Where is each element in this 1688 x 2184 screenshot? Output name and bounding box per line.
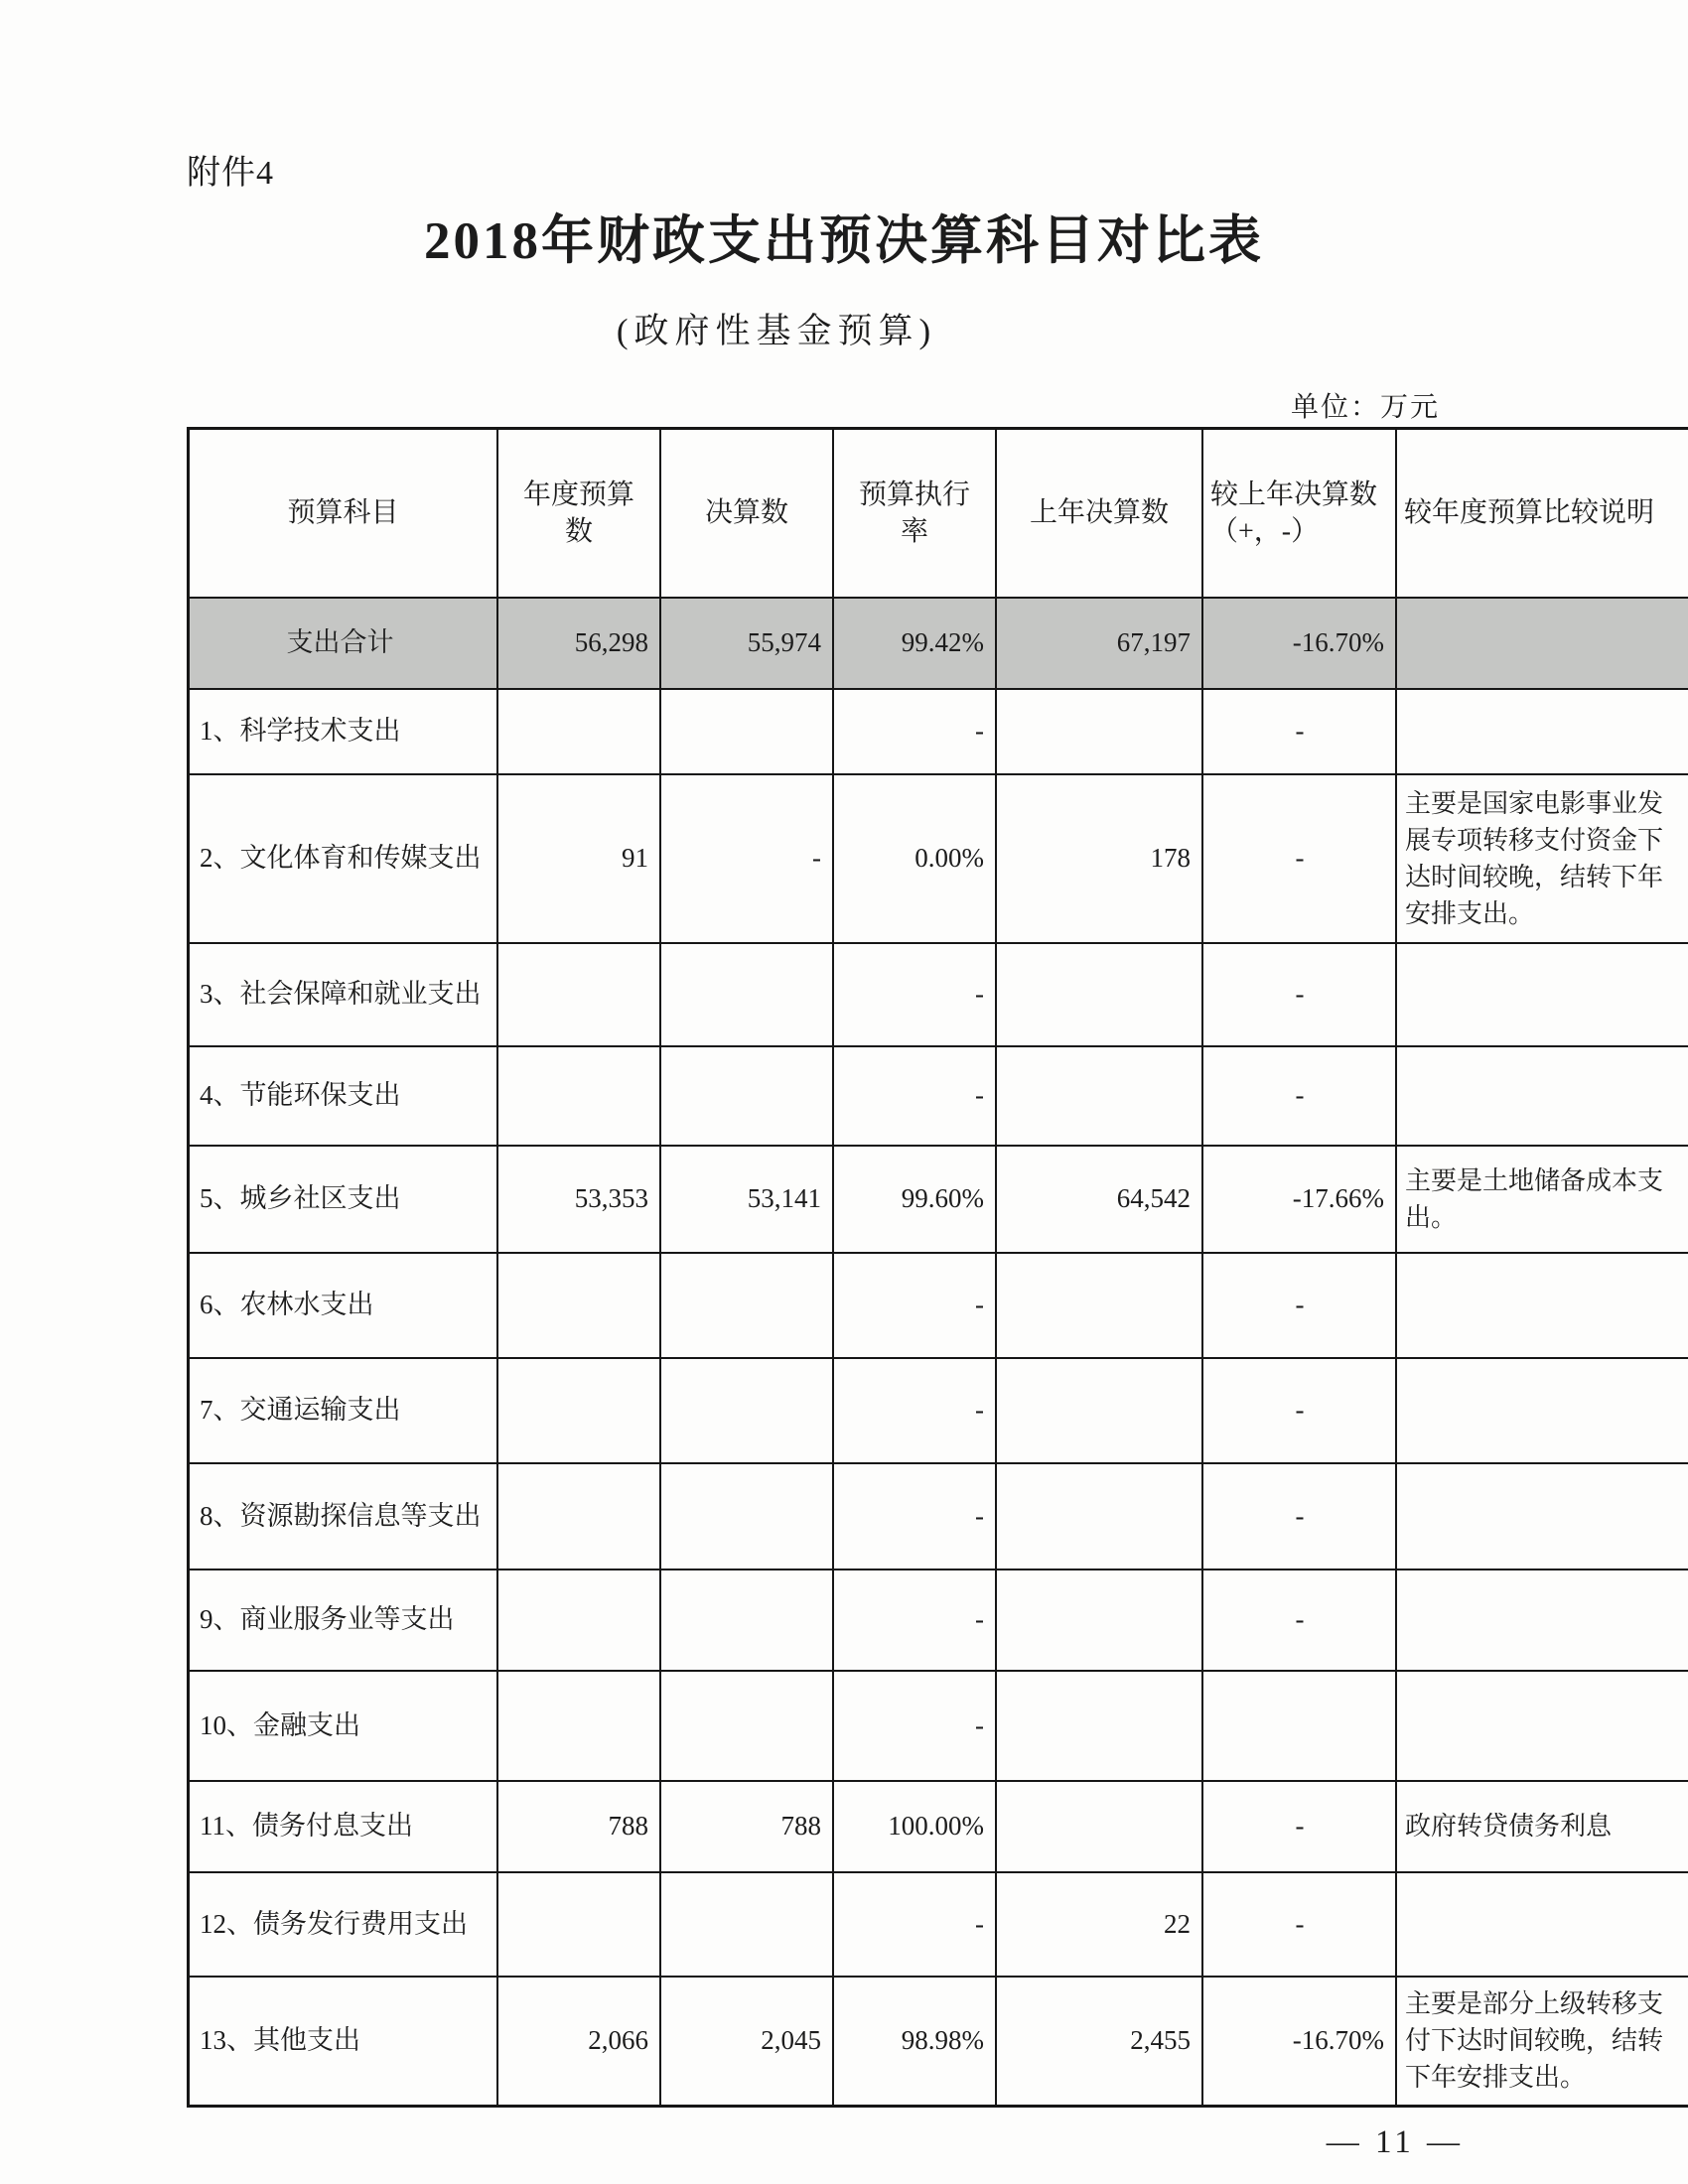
- prev-year-final-cell: [996, 943, 1202, 1046]
- vs-prev-year-cell: -: [1202, 774, 1396, 943]
- subject-cell: 10、金融支出: [189, 1671, 498, 1781]
- annual-budget-cell: [497, 1671, 660, 1781]
- prev-year-final-cell: 67,197: [996, 598, 1202, 689]
- execution-rate-cell: -: [833, 689, 996, 774]
- execution-rate-cell: -: [833, 1046, 996, 1146]
- note-cell: 主要是部分上级转移支付下达时间较晚，结转下年安排支出。: [1396, 1977, 1688, 2107]
- final-accounts-cell: [660, 1253, 833, 1358]
- note-cell: [1396, 689, 1688, 774]
- prev-year-final-cell: [996, 1671, 1202, 1781]
- column-header-6: 较年度预算比较说明: [1396, 429, 1688, 598]
- prev-year-final-cell: [996, 1463, 1202, 1570]
- annual-budget-cell: [497, 1463, 660, 1570]
- subject-cell: 12、债务发行费用支出: [189, 1872, 498, 1977]
- note-cell: 主要是国家电影事业发展专项转移支付资金下达时间较晚，结转下年安排支出。: [1396, 774, 1688, 943]
- note-cell: [1396, 598, 1688, 689]
- annual-budget-cell: 91: [497, 774, 660, 943]
- execution-rate-cell: -: [833, 1463, 996, 1570]
- final-accounts-cell: -: [660, 774, 833, 943]
- vs-prev-year-cell: -: [1202, 689, 1396, 774]
- table-row: [189, 1463, 1688, 1570]
- table-row: [189, 1358, 1688, 1463]
- note-cell: [1396, 1253, 1688, 1358]
- subject-cell: 3、社会保障和就业支出: [189, 943, 498, 1046]
- subject-cell: 7、交通运输支出: [189, 1358, 498, 1463]
- annual-budget-cell: [497, 689, 660, 774]
- execution-rate-cell: 99.60%: [833, 1146, 996, 1253]
- table-row: [189, 943, 1688, 1046]
- table-row: [189, 1781, 1688, 1872]
- prev-year-final-cell: [996, 1570, 1202, 1671]
- page-subtitle: (政府性基金预算): [616, 312, 937, 350]
- note-cell: [1396, 1463, 1688, 1570]
- final-accounts-cell: [660, 1046, 833, 1146]
- prev-year-final-cell: [996, 1358, 1202, 1463]
- subject-cell: 9、商业服务业等支出: [189, 1570, 498, 1671]
- subject-cell: 支出合计: [189, 598, 498, 689]
- final-accounts-cell: [660, 689, 833, 774]
- final-accounts-cell: [660, 1671, 833, 1781]
- table-row: [189, 774, 1688, 943]
- final-accounts-cell: [660, 1463, 833, 1570]
- prev-year-final-cell: [996, 689, 1202, 774]
- column-header-0: 预算科目: [189, 429, 498, 598]
- table-row: [189, 1146, 1688, 1253]
- column-header-5: 较上年决算数（+，-）: [1202, 429, 1396, 598]
- budget-comparison-table: [187, 427, 1688, 2108]
- execution-rate-cell: -: [833, 1671, 996, 1781]
- execution-rate-cell: -: [833, 1872, 996, 1977]
- vs-prev-year-cell: -17.66%: [1202, 1146, 1396, 1253]
- execution-rate-cell: 100.00%: [833, 1781, 996, 1872]
- subject-cell: 2、文化体育和传媒支出: [189, 774, 498, 943]
- page-title: 2018年财政支出预决算科目对比表: [424, 212, 1264, 270]
- table-row: [189, 1872, 1688, 1977]
- vs-prev-year-cell: -: [1202, 1463, 1396, 1570]
- prev-year-final-cell: 2,455: [996, 1977, 1202, 2107]
- prev-year-final-cell: 178: [996, 774, 1202, 943]
- table-body: [189, 598, 1688, 2107]
- subject-cell: 13、其他支出: [189, 1977, 498, 2107]
- prev-year-final-cell: [996, 1781, 1202, 1872]
- final-accounts-cell: 55,974: [660, 598, 833, 689]
- subject-cell: 4、节能环保支出: [189, 1046, 498, 1146]
- subject-cell: 11、债务付息支出: [189, 1781, 498, 1872]
- total-row: [189, 598, 1688, 689]
- vs-prev-year-cell: -: [1202, 1253, 1396, 1358]
- column-header-4: 上年决算数: [996, 429, 1202, 598]
- note-cell: [1396, 1872, 1688, 1977]
- table-row: [189, 1253, 1688, 1358]
- vs-prev-year-cell: -: [1202, 943, 1396, 1046]
- vs-prev-year-cell: -16.70%: [1202, 598, 1396, 689]
- annual-budget-cell: 56,298: [497, 598, 660, 689]
- column-header-2: 决算数: [660, 429, 833, 598]
- table-row: [189, 1977, 1688, 2107]
- prev-year-final-cell: [996, 1253, 1202, 1358]
- final-accounts-cell: [660, 943, 833, 1046]
- annual-budget-cell: 53,353: [497, 1146, 660, 1253]
- subject-cell: 8、资源勘探信息等支出: [189, 1463, 498, 1570]
- annual-budget-cell: [497, 1570, 660, 1671]
- annual-budget-cell: 788: [497, 1781, 660, 1872]
- vs-prev-year-cell: -: [1202, 1872, 1396, 1977]
- vs-prev-year-cell: -: [1202, 1781, 1396, 1872]
- subject-cell: 6、农林水支出: [189, 1253, 498, 1358]
- attachment-label: 附件4: [187, 155, 274, 192]
- annual-budget-cell: [497, 1358, 660, 1463]
- unit-note: 单位：万元: [1290, 392, 1440, 423]
- final-accounts-cell: 2,045: [660, 1977, 833, 2107]
- final-accounts-cell: 53,141: [660, 1146, 833, 1253]
- table-row: [189, 1046, 1688, 1146]
- note-cell: [1396, 943, 1688, 1046]
- final-accounts-cell: [660, 1358, 833, 1463]
- note-cell: [1396, 1671, 1688, 1781]
- prev-year-final-cell: 64,542: [996, 1146, 1202, 1253]
- page-number: — 11 —: [1326, 2124, 1464, 2160]
- note-cell: 主要是土地储备成本支出。: [1396, 1146, 1688, 1253]
- execution-rate-cell: -: [833, 1570, 996, 1671]
- execution-rate-cell: -: [833, 943, 996, 1046]
- execution-rate-cell: 99.42%: [833, 598, 996, 689]
- execution-rate-cell: 0.00%: [833, 774, 996, 943]
- vs-prev-year-cell: [1202, 1671, 1396, 1781]
- note-cell: [1396, 1358, 1688, 1463]
- execution-rate-cell: -: [833, 1253, 996, 1358]
- final-accounts-cell: [660, 1872, 833, 1977]
- annual-budget-cell: [497, 1046, 660, 1146]
- table-row: [189, 1671, 1688, 1781]
- note-cell: [1396, 1570, 1688, 1671]
- table-header: [189, 429, 1688, 598]
- column-header-1: 年度预算数: [497, 429, 660, 598]
- header-row: [189, 429, 1688, 598]
- prev-year-final-cell: 22: [996, 1872, 1202, 1977]
- column-header-3: 预算执行率: [833, 429, 996, 598]
- final-accounts-cell: [660, 1570, 833, 1671]
- table-row: [189, 1570, 1688, 1671]
- vs-prev-year-cell: -16.70%: [1202, 1977, 1396, 2107]
- annual-budget-cell: 2,066: [497, 1977, 660, 2107]
- annual-budget-cell: [497, 1253, 660, 1358]
- table-row: [189, 689, 1688, 774]
- prev-year-final-cell: [996, 1046, 1202, 1146]
- vs-prev-year-cell: -: [1202, 1570, 1396, 1671]
- execution-rate-cell: -: [833, 1358, 996, 1463]
- annual-budget-cell: [497, 943, 660, 1046]
- vs-prev-year-cell: -: [1202, 1046, 1396, 1146]
- budget-comparison-table-wrap: [187, 427, 1664, 2108]
- annual-budget-cell: [497, 1872, 660, 1977]
- subject-cell: 5、城乡社区支出: [189, 1146, 498, 1253]
- note-cell: [1396, 1046, 1688, 1146]
- execution-rate-cell: 98.98%: [833, 1977, 996, 2107]
- note-cell: 政府转贷债务利息: [1396, 1781, 1688, 1872]
- subject-cell: 1、科学技术支出: [189, 689, 498, 774]
- vs-prev-year-cell: -: [1202, 1358, 1396, 1463]
- final-accounts-cell: 788: [660, 1781, 833, 1872]
